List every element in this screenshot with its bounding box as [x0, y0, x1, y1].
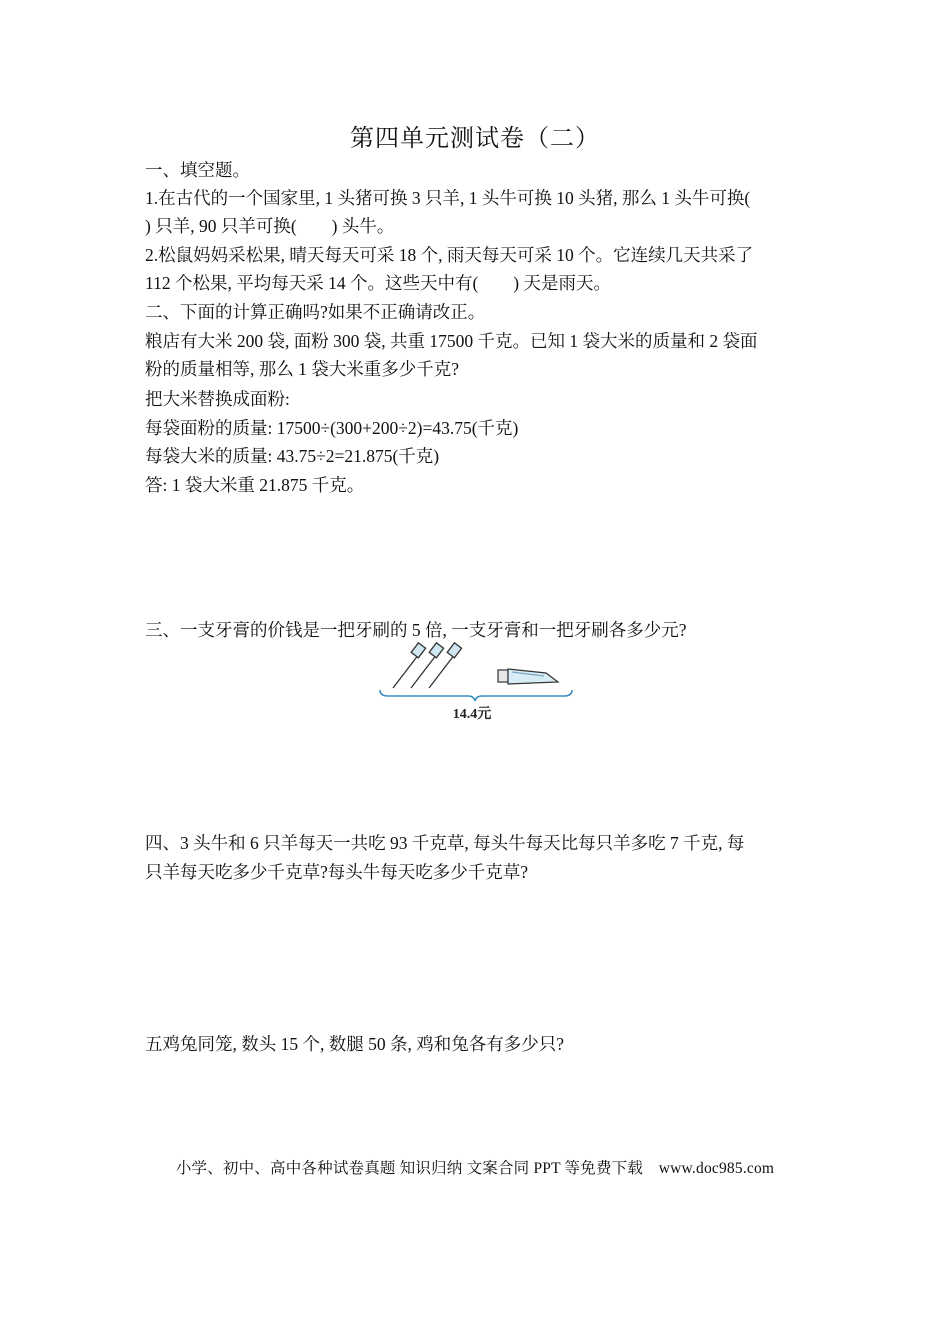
- footer-text: 小学、初中、高中各种试卷真题 知识归纳 文案合同 PPT 等免费下载 www.doc985.com: [175, 1160, 775, 1177]
- section4-line2: 只羊每天吃多少千克草?每头牛每天吃多少千克草?: [145, 862, 529, 882]
- total-brace: [380, 690, 572, 701]
- problem-line2: 粉的质量相等, 那么 1 袋大米重多少千克?: [145, 359, 460, 379]
- solution-step3: 每袋大米的质量: 43.75÷2=21.875(千克): [145, 446, 440, 466]
- total-price-label: 14.4元: [452, 707, 492, 722]
- section5-question: 五鸡兔同笼, 数头 15 个, 数腿 50 条, 鸡和兔各有多少只?: [145, 1034, 565, 1054]
- section4-line1: 四、3 头牛和 6 只羊每天一共吃 93 千克草, 每头牛每天比每只羊多吃 7 千克, 每: [145, 833, 745, 853]
- q1-line1: 1.在古代的一个国家里, 1 头猪可换 3 只羊, 1 头牛可换 10 头猪, 那么 1 头牛可换(: [145, 188, 751, 208]
- q2-line2: 112 个松果, 平均每天采 14 个。这些天中有( ) 天是雨天。: [145, 273, 612, 293]
- q2-line1: 2.松鼠妈妈采松果, 晴天每天可采 18 个, 雨天每天可采 10 个。它连续几天共采了: [145, 245, 754, 265]
- problem-line1: 粮店有大米 200 袋, 面粉 300 袋, 共重 17500 千克。已知 1 袋大米的质量和 2 袋面: [145, 331, 758, 351]
- page-title: 第四单元测试卷（二）: [350, 126, 600, 152]
- solution-step2: 每袋面粉的质量: 17500÷(300+200÷2)=43.75(千克): [145, 418, 519, 438]
- toothbrush-toothpaste-figure: [376, 640, 576, 724]
- q1-line2: ) 只羊, 90 只羊可换( ) 头牛。: [145, 216, 395, 236]
- solution-step1: 把大米替换成面粉:: [145, 389, 290, 409]
- section3-question: 三、一支牙膏的价钱是一把牙刷的 5 倍, 一支牙膏和一把牙刷各多少元?: [145, 620, 687, 640]
- section2-heading: 二、下面的计算正确吗?如果不正确请改正。: [145, 302, 486, 322]
- section1-heading: 一、填空题。: [145, 160, 250, 180]
- solution-answer: 答: 1 袋大米重 21.875 千克。: [145, 475, 365, 495]
- toothpaste-icon: [498, 669, 558, 684]
- toothbrush-icon: [393, 643, 462, 688]
